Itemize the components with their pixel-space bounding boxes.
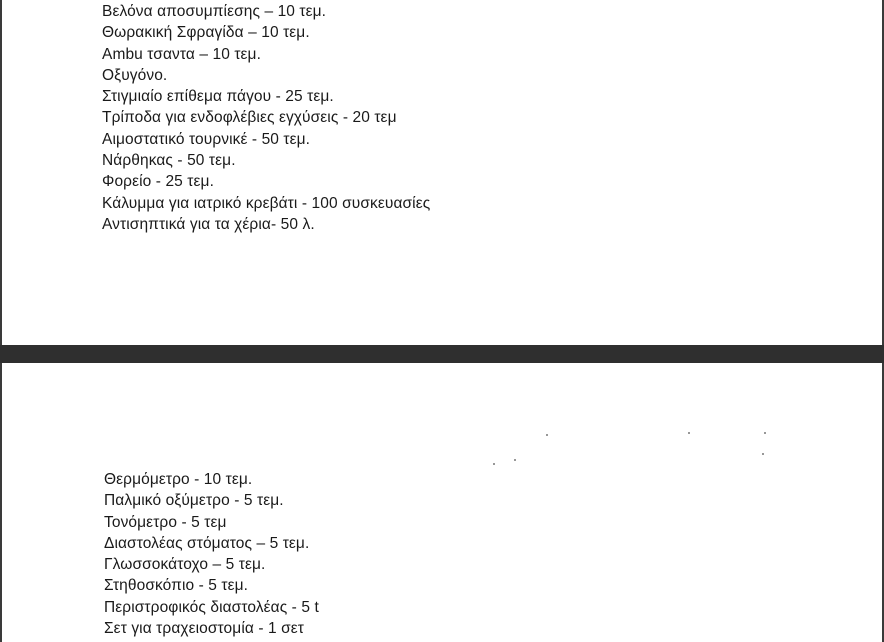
document-page-1[interactable]	[2, 0, 882, 345]
list-item: Τρίποδα για ενδοφλέβιες εγχύσεις - 20 τεμ	[102, 109, 397, 127]
list-item: Βελόνα αποσυμπίεσης – 10 τεμ.	[102, 3, 327, 20]
list-item: Φορείο - 25 τεμ.	[102, 173, 214, 191]
supply-list-page-1	[102, 1, 430, 235]
document-page-2[interactable]	[2, 363, 882, 642]
scan-speck	[762, 453, 764, 455]
list-item: Παλμικό οξύμετρο - 5 τεμ.	[104, 492, 284, 510]
scan-speck	[764, 432, 766, 434]
list-item: Αιμοστατικό τουρνικέ - 50 τεμ.	[102, 130, 311, 148]
list-item: Θερμόμετρο - 10 τεμ.	[104, 471, 253, 488]
scan-speck	[493, 463, 495, 465]
list-item: Στηθοσκόπιο - 5 τεμ.	[104, 577, 249, 595]
list-item: Διαστολέας στόματος – 5 τεμ.	[104, 534, 310, 552]
list-item: Περιστροφικός διαστολέας - 5 t	[104, 598, 319, 616]
list-item: Τονόμετρο - 5 τεμ	[104, 513, 227, 531]
list-item: Νάρθηκας - 50 τεμ.	[102, 152, 236, 170]
list-item: Στιγμιαίο επίθεμα πάγου - 25 τεμ.	[102, 88, 334, 106]
list-item: Οξυγόνο.	[102, 66, 168, 84]
list-item: Γλωσσοκάτοχο – 5 τεμ.	[104, 556, 266, 574]
scan-speck	[514, 459, 516, 461]
list-item: Ambu τσαντα – 10 τεμ.	[102, 45, 261, 63]
scan-speck	[688, 432, 690, 434]
list-item: Σετ για τραχειοστομία - 1 σετ	[104, 620, 305, 638]
list-item: Αντισηπτικά για τα χέρια- 50 λ.	[102, 215, 315, 233]
page-separator	[0, 345, 884, 363]
list-item: Κάλυμμα για ιατρικό κρεβάτι - 100 συσκευασίες	[102, 194, 431, 212]
scan-speck	[546, 434, 548, 436]
list-item: Θωρακική Σφραγίδα – 10 τεμ.	[102, 24, 310, 42]
supply-list-page-2	[104, 469, 319, 639]
